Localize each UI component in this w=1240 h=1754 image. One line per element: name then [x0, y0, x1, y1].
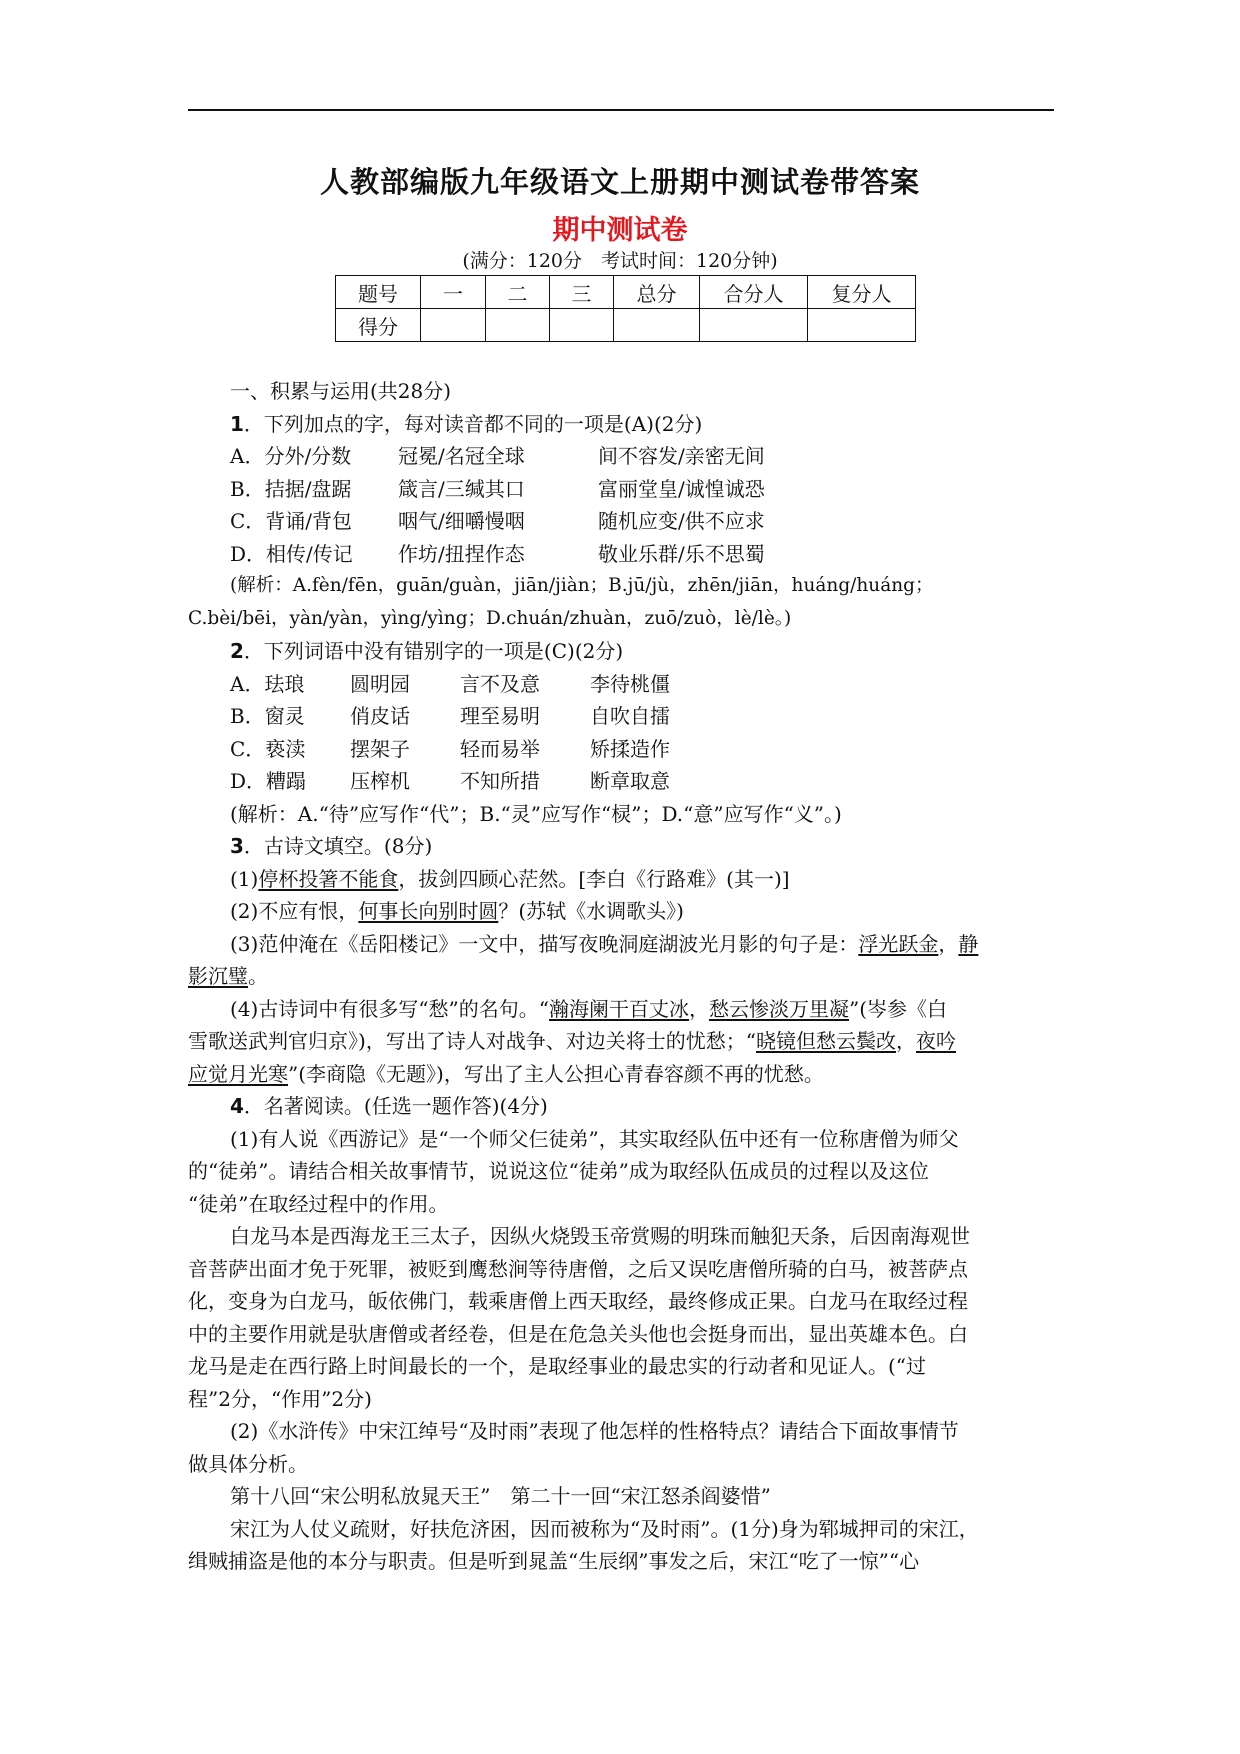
option-cell: 言不及意 — [460, 671, 540, 696]
paragraph-line: 第十八回“宋公明私放晁天王” 第二十一回“宋江怒杀阎婆惜” — [230, 1484, 771, 1508]
option-cell: 咽气/细嚼慢咽 — [398, 509, 525, 533]
paragraph-line: 化，变身为白龙马，皈依佛门，载乘唐僧上西天取经，最终修成正果。白龙马在取经过程 — [188, 1289, 968, 1313]
option-cell: 箴言/三缄其口 — [398, 476, 525, 501]
poem-text: (2)不应有恨， — [230, 899, 359, 923]
poem-line-3 — [188, 928, 1054, 961]
option-cell: 矫揉造作 — [590, 736, 670, 761]
question-1 — [188, 408, 1054, 441]
question-stem: ．下列词语中没有错别字的一项是(C)(2分) — [243, 639, 624, 663]
answer-text: 浮光跃金 — [858, 931, 939, 956]
poem-text: ， — [896, 1029, 917, 1053]
poem-text: ， — [938, 931, 959, 956]
score-table-header-row — [336, 276, 916, 309]
score-cell — [550, 309, 614, 342]
poem-line-4c — [188, 1058, 1054, 1091]
question-number: 4 — [230, 1094, 244, 1118]
option-cell: C．背诵/背包 — [230, 509, 353, 533]
option-cell: D．糟蹋 — [230, 769, 307, 793]
paragraph-line: 音菩萨出面才免于死罪，被贬到鹰愁涧等待唐僧，之后又误吃唐僧所骑的白马，被菩萨点 — [188, 1256, 968, 1281]
answer-text: 静 — [958, 931, 979, 956]
paragraph-line: (2)《水浒传》中宋江绰号“及时雨”表现了他怎样的性格特点？请结合下面故事情节 — [230, 1419, 959, 1443]
paragraph-line: 龙马是走在西行路上时间最长的一个，是取经事业的最忠实的行动者和见证人。(“过 — [188, 1354, 927, 1378]
option-cell: 轻而易举 — [460, 736, 540, 761]
question-3 — [188, 830, 1054, 863]
answer-text: 应觉月光寒 — [188, 1061, 288, 1086]
paragraph-line: 的“徒弟”。请结合相关故事情节，说说这位“徒弟”成为取经队伍成员的过程以及这位 — [188, 1159, 929, 1183]
analysis-text: C.bèi/bēi，yàn/yàn，yìng/yìng；D.chuán/zhuàn，zuō/zuò，lè/lè。) — [188, 607, 792, 629]
option-row — [188, 473, 1054, 506]
question-stem: ．下列加点的字，每对读音都不同的一项是(A)(2分) — [243, 411, 703, 436]
answer-text: 晓镜但愁云鬓改 — [756, 1029, 897, 1053]
question-stem: ．古诗文填空。(8分) — [243, 834, 433, 858]
option-cell: 冠冕/名冠全球 — [398, 444, 525, 468]
table-cell: 题号 — [336, 276, 421, 309]
exam-content — [188, 375, 1054, 1578]
table-cell: 复分人 — [808, 276, 916, 309]
sub-title: 期中测试卷 — [552, 215, 688, 246]
section-title: 一、积累与运用(共28分) — [230, 379, 452, 403]
option-cell: 理至易明 — [460, 704, 540, 728]
table-cell: 三 — [550, 276, 614, 309]
poem-line-2 — [188, 895, 1054, 928]
poem-text: ”(李商隐《无题》)，写出了主人公担心青春容颜不再的忧愁。 — [288, 1061, 824, 1086]
paragraph-line: 缉贼捕盗是他的本分与职责。但是听到晁盖“生辰纲”事发之后，宋江“吃了一惊”“心 — [188, 1549, 920, 1573]
poem-line-1 — [188, 863, 1054, 896]
option-row — [188, 440, 1054, 473]
poem-line-4b — [188, 1025, 1054, 1058]
option-cell: 自吹自擂 — [590, 704, 670, 728]
answer-text: 夜吟 — [916, 1029, 957, 1053]
score-info: (满分：120分 考试时间：120分钟) — [462, 250, 778, 272]
paragraph-line: 白龙马本是西海龙王三太子，因纵火烧毁玉帝赏赐的明珠而触犯天条，后因南海观世 — [230, 1224, 970, 1248]
poem-text: 。 — [248, 964, 268, 988]
option-row — [188, 765, 1054, 798]
option-cell: B．拮据/盘踞 — [230, 476, 352, 501]
option-cell: 随机应变/供不应求 — [598, 509, 765, 533]
score-cell — [700, 309, 808, 342]
poem-line-3b — [188, 960, 1054, 993]
option-cell: 俏皮话 — [350, 704, 410, 728]
poem-text: 雪歌送武判官归京》)，写出了诗人对战争、对边关将士的忧愁；“ — [188, 1029, 757, 1053]
table-cell: 一 — [421, 276, 486, 309]
poem-text: ？(苏轼《水调歌头》) — [498, 899, 684, 923]
item-label: (1) — [230, 866, 259, 891]
option-cell: 作坊/扭捏作态 — [398, 541, 525, 566]
table-cell: 二 — [486, 276, 550, 309]
poem-text: (4)古诗词中有很多写“愁”的名句。“ — [230, 996, 550, 1021]
score-cell — [421, 309, 486, 342]
score-table — [335, 275, 916, 342]
option-row — [188, 733, 1054, 766]
option-cell: 间不容发/亲密无间 — [598, 444, 765, 468]
option-cell: 摆架子 — [350, 736, 410, 761]
answer-text: 停杯投箸不能食 — [258, 866, 399, 891]
option-row — [188, 505, 1054, 538]
answer-text: 何事长向别时圆 — [358, 899, 499, 923]
option-row — [188, 700, 1054, 733]
header-rule — [188, 109, 1054, 111]
paragraph-line: 中的主要作用就是驮唐僧或者经卷，但是在危急关头他也会挺身而出，显出英雄本色。白 — [188, 1321, 968, 1346]
poem-text: ， — [689, 996, 710, 1021]
score-table-score-row — [336, 309, 916, 342]
option-cell: 压榨机 — [350, 769, 410, 793]
analysis-text: (解析：A.“待”应写作“代”；B.“灵”应写作“棂”；D.“意”应写作“义”。) — [230, 801, 842, 826]
poem-text: ”(岑参《白 — [849, 996, 948, 1021]
option-cell: 富丽堂皇/诚惶诚恐 — [598, 476, 765, 501]
question-2 — [188, 635, 1054, 668]
poem-line-4 — [188, 993, 1054, 1026]
question-number: 1 — [230, 411, 244, 436]
score-cell — [614, 309, 700, 342]
paragraph-line: 宋江为人仗义疏财，好扶危济困，因而被称为“及时雨”。(1分)身为郓城押司的宋江， — [230, 1516, 979, 1541]
table-cell: 得分 — [336, 309, 421, 342]
question-number: 3 — [230, 834, 244, 858]
main-title: 人教部编版九年级语文上册期中测试卷带答案 — [319, 165, 920, 199]
answer-text: 愁云惨淡万里凝 — [709, 996, 850, 1021]
table-cell: 总分 — [614, 276, 700, 309]
question-number: 2 — [230, 639, 244, 663]
poem-text: (3)范仲淹在《岳阳楼记》一文中，描写夜晚洞庭湖波光月影的句子是： — [230, 931, 859, 956]
option-cell: C．亵渎 — [230, 736, 306, 761]
paragraph-line: 做具体分析。 — [188, 1451, 308, 1476]
option-row — [188, 668, 1054, 701]
answer-text: 瀚海阑干百丈冰 — [549, 996, 690, 1021]
option-cell: 圆明园 — [350, 671, 410, 696]
score-cell — [486, 309, 550, 342]
option-cell: 断章取意 — [590, 769, 670, 793]
score-cell — [808, 309, 916, 342]
poem-text: ，拔剑四顾心茫然。[李白《行路难》(其一)] — [398, 866, 790, 891]
table-cell: 合分人 — [700, 276, 808, 309]
option-cell: 不知所措 — [460, 769, 540, 793]
option-cell: A．分外/分数 — [230, 444, 352, 468]
paragraph-line: “徒弟”在取经过程中的作用。 — [188, 1191, 449, 1216]
option-cell: 李待桃僵 — [590, 671, 670, 696]
question-4 — [188, 1090, 1054, 1123]
paragraph-line: 程”2分，“作用”2分) — [188, 1386, 372, 1411]
option-cell: A．珐琅 — [230, 671, 305, 696]
option-cell: D．相传/传记 — [230, 541, 353, 566]
analysis-text: (解析：A.fèn/fēn，guān/guàn，jiān/jiàn；B.jū/jù，zhēn/jiān，huáng/huáng； — [230, 575, 934, 596]
paragraph-line: (1)有人说《西游记》是“一个师父仨徒弟”，其实取经队伍中还有一位称唐僧为师父 — [230, 1126, 959, 1151]
answer-text: 影沉璧 — [188, 964, 248, 988]
question-stem: ．名著阅读。(任选一题作答)(4分) — [243, 1094, 548, 1118]
option-row — [188, 538, 1054, 571]
option-cell: 敬业乐群/乐不思蜀 — [598, 541, 765, 566]
option-cell: B．窗灵 — [230, 704, 305, 728]
